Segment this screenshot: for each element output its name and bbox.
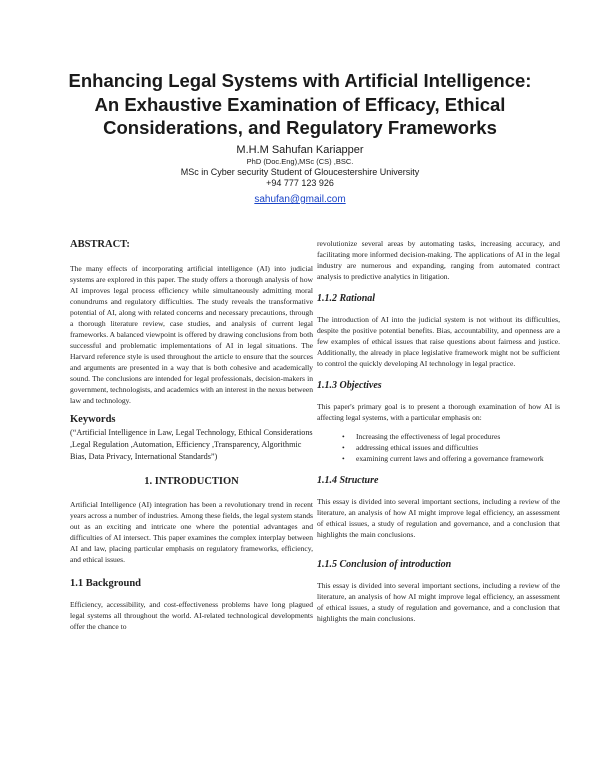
background-heading: 1.1 Background (70, 578, 141, 589)
title-line-1: Enhancing Legal Systems with Artificial Intelligence: (68, 70, 532, 91)
objectives-text: This paper's primary goal is to present a thorough examination of how AI is affecting legal systems, with a particular emphasis on: (317, 402, 560, 422)
right-column (317, 238, 560, 624)
title-line-3: Considerations, and Regulatory Frameworks (103, 117, 497, 138)
conclusion-heading: 1.1.5 Conclusion of introduction (317, 559, 452, 570)
structure-text: This essay is divided into several important sections, including a review of the literature, an analysis of how AI might improve legal efficiency, an assessment of ethical issues, a study of regulation and governance, and a conclusion that highlights the main conclusions. (317, 497, 560, 539)
paper-title (40, 69, 560, 140)
rational-heading: 1.1.2 Rational (317, 293, 376, 304)
author-affiliation: MSc in Cyber security Student of Gloucestershire University (180, 167, 420, 177)
author-email-link[interactable]: sahufan@gmail.com (254, 194, 346, 205)
left-column (70, 238, 313, 632)
introduction-text: Artificial Intelligence (AI) integration has been a revolutionary trend in recent years across a number of industries. Among these fields, the legal system stands out as an exciting and intricate one where the potential advantages and difficulties of AI intersect. This paper examines the complex interplay between AI and law, placing particular emphasis on regulatory frameworks, efficiency, and ethical issues. (70, 500, 313, 564)
conclusion-text: This essay is divided into several important sections, including a review of the literature, an analysis of how AI might improve legal efficiency, an assessment of ethical issues, a study of regulation and governance, and a conclusion that highlights the main conclusions. (317, 581, 560, 623)
author-block (60, 143, 540, 207)
list-item: • Increasing the effectiveness of legal procedures (342, 431, 560, 442)
keywords-text: (“Artificial Intelligence in Law, Legal Technology, Ethical Considerations ,Legal Regulation ,Automation, Efficiency ,Transparency, Algorithmic Bias, Data Privacy, International Standards”) (70, 428, 313, 461)
objectives-list (317, 431, 560, 464)
objectives-heading: 1.1.3 Objectives (317, 380, 382, 391)
list-item: • examining current laws and offering a governance framework (342, 453, 560, 464)
background-text-right: revolutionize several areas by automating tasks, increasing accuracy, and facilitating more informed decision-making. The applications of AI in the legal industry are numerous and expanding, ranging from automated contract analysis to predictive analytics in litigation. (317, 239, 560, 281)
background-text-left: Efficiency, accessibility, and cost-effectiveness problems have long plagued legal systems all throughout the world. AI-related technological developments offer the chance to (70, 600, 313, 631)
rational-text: The introduction of AI into the judicial system is not without its difficulties, despite the positive potential benefits. Bias, accountability, and openness are a few examples of ethical issues that raise questions about fairness and justice. Additionally, the already in place legislative framework might not be sufficient to control the quickly developing AI technology in legal practice. (317, 315, 560, 368)
abstract-text: The many effects of incorporating artificial intelligence (AI) into judicial systems are explored in this paper. The study offers a thorough analysis of how AI improves legal process efficiency while simultaneously admitting moral conundrums and regulatory difficulties. The study reveals the transformative potential of AI, along with related concerns and necessary precautions, through a thorough literature review, case studies, and analysis of current legal frameworks. A balanced viewpoint is offered by drawing conclusions from both successful and problematic implementations of AI in legal situations. The Harvard reference style is used throughout the article to ensure that the sources and arguments are presented in a way that is both cohesive and academically sound. The conclusions are intended for legal professionals, decision-makers in government, technologists, and academics with an interest in the nexus between law and technology. (70, 264, 313, 405)
introduction-heading: 1. INTRODUCTION (144, 476, 239, 487)
title-line-2: An Exhaustive Examination of Efficacy, Ethical (94, 93, 506, 115)
keywords-heading: Keywords (70, 414, 116, 425)
list-item: • addressing ethical issues and difficulties (342, 442, 560, 453)
author-degrees: PhD (Doc.Eng),MSc (CS) ,BSC. (246, 157, 354, 166)
author-phone: +94 777 123 926 (266, 178, 334, 188)
abstract-heading: ABSTRACT: (70, 239, 130, 250)
structure-heading: 1.1.4 Structure (317, 475, 379, 486)
author-name: M.H.M Sahufan Kariapper (236, 144, 364, 156)
